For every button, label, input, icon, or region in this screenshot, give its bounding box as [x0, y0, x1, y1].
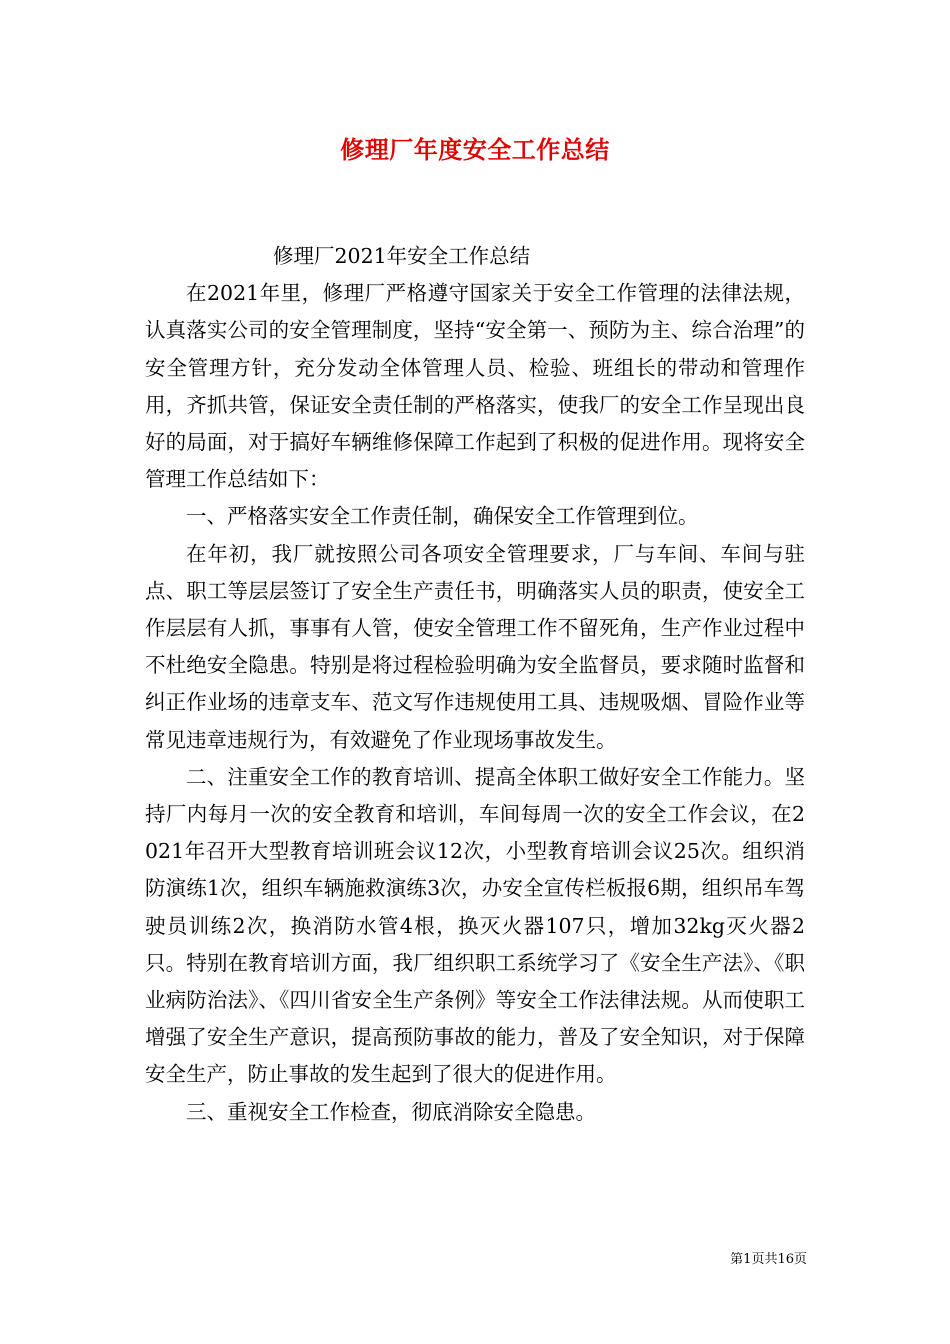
section-heading-1: 一、严格落实安全工作责任制，确保安全工作管理到位。 — [186, 504, 699, 529]
paragraph-section-2: 二、注重安全工作的教育培训、提高全体职工做好安全工作能力。坚持厂内每月一次的安全教育和培训，车间每周一次的安全工作会议，在2021年召开大型教育培训班会议12次，小型教育培训会议25次。组织消防演练1次，组织车辆施救演练3次，办安全宣传栏板报6期，组织吊车驾驶员训练2次，换消防水管4根，换灭火器107只，增加32kg灭火器2只。特别在教育培训方面，我厂组织职工系统学习了《安全生产法》、《职业病防治法》、《四川省安全生产条例》等安全工作法律法规。从而使职工增强了安全生产意识，提高预防事故的能力，普及了安全知识，对于保障安全生产，防止事故的发生起到了很大的促进作用。 — [145, 764, 805, 1087]
paragraph-section-1: 在年初，我厂就按照公司各项安全管理要求，厂与车间、车间与驻点、职工等层层签订了安全生产责任书，明确落实人员的职责，使安全工作层层有人抓，事事有人管，使安全管理工作不留死角，生产作业过程中不杜绝安全隐患。特别是将过程检验明确为安全监督员，要求随时监督和纠正作业场的违章支车、范文写作违规使用工具、违规吸烟、冒险作业等常见违章违规行为，有效避免了作业现场事故发生。 — [145, 541, 805, 752]
page-number-footer: 第1页共16页 — [730, 1252, 807, 1267]
paragraph-intro: 在2021年里，修理厂严格遵守国家关于安全工作管理的法律法规，认真落实公司的安全管理制度，坚持“安全第一、预防为主、综合治理”的安全管理方针，充分发动全体管理人员、检验、班组长的带动和管理作用，齐抓共管，保证安全责任制的严格落实，使我厂的安全工作呈现出良好的局面，对于搞好车辆维修保障工作起到了积极的促进作用。现将安全管理工作总结如下： — [145, 281, 805, 492]
document-subtitle: 修理厂2021年安全工作总结 — [273, 244, 531, 268]
section-heading-3: 三、重视安全工作检查，彻底消除安全隐患。 — [186, 1099, 596, 1124]
page-title: 修理厂年度安全工作总结 — [340, 136, 610, 164]
document-body — [145, 238, 805, 1131]
